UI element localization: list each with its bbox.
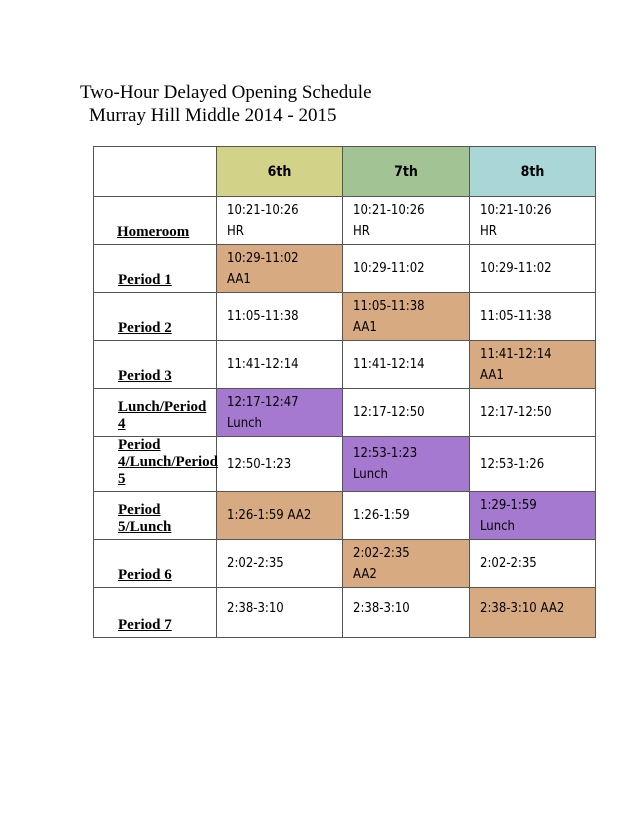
cell-8th-homeroom: 10:21-10:26 HR bbox=[470, 197, 596, 245]
cell-8th-period-6: 2:02-2:35 bbox=[470, 540, 596, 588]
row-label-period-1: Period 1 bbox=[94, 245, 217, 293]
row-label-lunch-period-4: Lunch/Period 4 bbox=[94, 389, 217, 437]
cell-8th-period-7: 2:38-3:10 AA2 bbox=[470, 588, 596, 638]
cell-7th-period-4-lunch-period-5: 12:53-1:23 Lunch bbox=[343, 437, 470, 492]
table-row bbox=[94, 197, 596, 245]
cell-8th-period-5-lunch: 1:29-1:59 Lunch bbox=[470, 492, 596, 540]
cell-6th-period-1: 10:29-11:02 AA1 bbox=[217, 245, 343, 293]
cell-6th-period-4-lunch-period-5: 12:50-1:23 bbox=[217, 437, 343, 492]
row-label-period-5-lunch: Period 5/Lunch bbox=[94, 492, 217, 540]
cell-7th-period-7: 2:38-3:10 bbox=[343, 588, 470, 638]
header-row bbox=[94, 147, 596, 197]
table-row bbox=[94, 588, 596, 638]
row-label-period-2: Period 2 bbox=[94, 293, 217, 341]
cell-6th-period-5-lunch: 1:26-1:59 AA2 bbox=[217, 492, 343, 540]
cell-7th-period-1: 10:29-11:02 bbox=[343, 245, 470, 293]
cell-8th-period-3: 11:41-12:14 AA1 bbox=[470, 341, 596, 389]
row-label-period-6: Period 6 bbox=[94, 540, 217, 588]
row-label-homeroom: Homeroom bbox=[94, 197, 217, 245]
cell-6th-period-7: 2:38-3:10 bbox=[217, 588, 343, 638]
cell-8th-lunch-period-4: 12:17-12:50 bbox=[470, 389, 596, 437]
grade-7-header: 7th bbox=[343, 147, 470, 197]
cell-7th-lunch-period-4: 12:17-12:50 bbox=[343, 389, 470, 437]
table-row bbox=[94, 341, 596, 389]
cell-8th-period-2: 11:05-11:38 bbox=[470, 293, 596, 341]
cell-7th-period-3: 11:41-12:14 bbox=[343, 341, 470, 389]
cell-6th-homeroom: 10:21-10:26 HR bbox=[217, 197, 343, 245]
schedule-title: Two-Hour Delayed Opening Schedule bbox=[80, 82, 372, 103]
schedule-table bbox=[93, 146, 596, 638]
corner-cell bbox=[94, 147, 217, 197]
table-row bbox=[94, 492, 596, 540]
cell-6th-period-3: 11:41-12:14 bbox=[217, 341, 343, 389]
table-row bbox=[94, 245, 596, 293]
row-label-period-3: Period 3 bbox=[94, 341, 217, 389]
schedule-subtitle: Murray Hill Middle 2014 - 2015 bbox=[89, 105, 337, 126]
cell-6th-lunch-period-4: 12:17-12:47 Lunch bbox=[217, 389, 343, 437]
table-row bbox=[94, 389, 596, 437]
grade-8-header: 8th bbox=[470, 147, 596, 197]
row-label-period-7: Period 7 bbox=[94, 588, 217, 638]
cell-6th-period-6: 2:02-2:35 bbox=[217, 540, 343, 588]
table-row bbox=[94, 540, 596, 588]
cell-7th-period-6: 2:02-2:35 AA2 bbox=[343, 540, 470, 588]
grade-6-header: 6th bbox=[217, 147, 343, 197]
cell-8th-period-1: 10:29-11:02 bbox=[470, 245, 596, 293]
table-row bbox=[94, 293, 596, 341]
row-label-period-4-lunch-period-5: Period 4/Lunch/Period 5 bbox=[94, 437, 217, 492]
cell-6th-period-2: 11:05-11:38 bbox=[217, 293, 343, 341]
cell-7th-homeroom: 10:21-10:26 HR bbox=[343, 197, 470, 245]
table-row bbox=[94, 437, 596, 492]
cell-8th-period-4-lunch-period-5: 12:53-1:26 bbox=[470, 437, 596, 492]
cell-7th-period-2: 11:05-11:38 AA1 bbox=[343, 293, 470, 341]
cell-7th-period-5-lunch: 1:26-1:59 bbox=[343, 492, 470, 540]
